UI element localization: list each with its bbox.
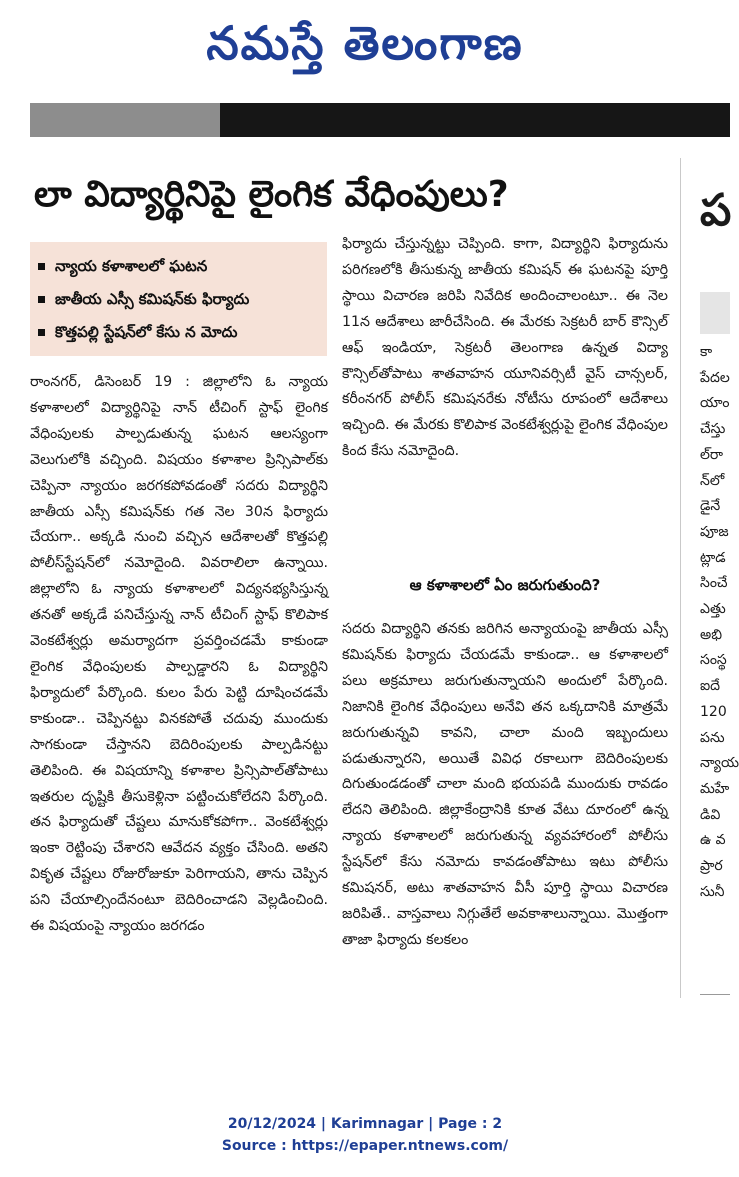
header-bar-grey: [30, 103, 220, 137]
highlight-item: [38, 283, 321, 316]
article-headline: లా విద్యార్థినిపై లైంగిక వేధింపులు?: [34, 174, 509, 215]
bullet-square-icon: [38, 296, 45, 303]
highlight-item: [38, 316, 321, 349]
highlights-box: [30, 242, 327, 356]
bullet-square-icon: [38, 329, 45, 336]
column-divider: [680, 158, 681, 998]
footer-source: Source : https://epaper.ntnews.com/: [221, 1138, 509, 1154]
article-column-1: [30, 370, 328, 1110]
neighbor-article-headline: ప: [700, 185, 732, 236]
neighbor-article-text: కా పేదల యాం చేస్తు ల్‌రా న్‌లో డైనే పూజ ట్లాడ సించే ఎత్తు అభి సంస్థ ఐదే 120 పను న్యాయ మహే డివి ఉ వ ప్రార సునీ: [700, 344, 739, 900]
highlight-text: కొత్తపల్లి స్టేషన్‌లో కేసు న మోదు: [55, 323, 238, 341]
newspaper-masthead: నమస్తే తెలంగాణ: [206, 16, 524, 70]
highlight-text: జాతీయ ఎస్సీ కమిషన్‌కు ఫిర్యాదు: [55, 290, 250, 308]
header-bar-black: [220, 103, 730, 137]
page-footer: [0, 1113, 730, 1157]
article-paragraph: సదరు విద్యార్థిని తనకు జరిగిన అన్యాయంపై జాతీయ ఎస్సీ కమిషన్‌కు ఫిర్యాదు చేయడమే కాకుండా.. ఆ కళాశాలలో పలు అక్రమాలు జరుగుతున్నాయని అందులో పేర్కొంది. నిజానికి లైంగిక వేధింపులు అనేవి తన ఒక్కదానికి మాత్రమే జరుగుతున్నవి కావని, చాలా మంది ఇబ్బందులు పడుతున్నారని, అయితే వివిధ రకాలుగా బెదిరింపులకు దిగుతుండడంతో చాలా మంది భయపడి ముందుకు రావడం లేదని తెలిపింది. జిల్లాకేంద్రానికి కూత వేటు దూరంలో ఉన్న న్యాయ కళాశాలలో జరుగుతున్న వ్యవహారంలో పోలీసు స్టేషన్‌లో కేసు నమోదు కావడంతోపాటు ఇటు పోలీసు కమిషనర్, అటు శాతవాహన వీసీ పూర్తి స్థాయి విచారణ జరిపితే.. వాస్తవాలు నిగ్గుతేలే అవకాశాలున్నాయి. మొత్తంగా తాజా ఫిర్యాదు కలకలం: [342, 621, 668, 948]
bullet-square-icon: [38, 263, 45, 270]
highlight-text: న్యాయ కళాశాలలో ఘటన: [55, 257, 208, 275]
article-subheading: ఆ కళాశాలలో ఏం జరుగుతుంది?: [409, 576, 601, 594]
article-paragraph: రాంనగర్, డిసెంబర్ 19 : జిల్లాలోని ఓ న్యాయ కళాశాలలో విద్యార్థినిపై నాన్ టీచింగ్ స్టాఫ్ లైంగిక వేధింపులకు పాల్పడుతున్న ఘటన ఆలస్యంగా వెలుగులోకి వచ్చింది. విషయం కళాశాల ప్రిన్సిపాల్‌కు చెప్పినా న్యాయం జరగకపోవడంతో సదరు విద్యార్థిని జాతీయ ఎస్సీ కమిషన్‌కు గత నెల 30న ఫిర్యాదు చేయగా.. అక్కడి నుంచి వచ్చిన ఆదేశాలతో కొత్తపల్లి పోలీస్‌స్టేషన్‌లో నమోదైంది. వివరాలిలా ఉన్నాయి. జిల్లాలోని ఓ న్యాయ కళాశాలలో విద్యనభ్యసిస్తున్న తనతో అక్కడే పనిచేస్తున్న నాన్ టీచింగ్ స్టాఫ్ కొలిపాక వెంకటేశ్వర్లు అమర్యాదగా ప్రవర్తించడమే కాకుండా లైంగిక వేధింపులకు పాల్పడ్డారని ఓ విద్యార్థిని ఫిర్యాదులో పేర్కొంది. కులం పేరు పెట్టి దూషించడమే కాకుండా.. చెప్పినట్టు వినకపోతే చదువు ముందుకు సాగకుండా చేస్తానని బెదిరింపులకు పాల్పడినట్టు తెలిపింది. ఈ విషయాన్ని కళాశాల ప్రిన్సిపాల్‌తోపాటు ఇతరుల దృష్టికి తీసుకెళ్లినా పట్టించుకోలేదని పేర్కొంది. తన ఫిర్యాదుతో చేష్టలు మానుకోకపోగా.. వెంకటేశ్వర్లు ఇంకా రెట్టింపు చేశారని ఆవేదన వ్యక్తం చేసింది. అతని వికృత చేష్టలు రోజురోజుకూ పెరిగాయని, తాను చెప్పిన పని చేయాల్సిందేనంటూ బెదిరించాడని వెల్లడించింది. ఈ విషయంపై న్యాయం జరగడం: [30, 374, 328, 935]
article-column-2-bottom: [342, 617, 668, 1097]
neighbor-article-box: [700, 292, 730, 334]
article-paragraph: ఫిర్యాదు చేస్తున్నట్టు చెప్పింది. కాగా, విద్యార్థిని ఫిర్యాదును పరిగణలోకి తీసుకున్న జాతీయ కమిషన్ ఈ ఘటనపై పూర్తి స్థాయి విచారణ జరిపి నివేదిక అందించాలంటూ.. ఈ నెల 11న ఆదేశాలు జారీచేసింది. ఈ మేరకు సెక్రటరీ బార్ కౌన్సిల్ ఆఫ్ ఇండియా, సెక్రటరీ తెలంగాణ ఉన్నత విద్యా కౌన్సిల్‌తోపాటు శాతవాహన యూనివర్సిటీ వైస్ చాన్సలర్, కరీంనగర్ పోలీస్ కమిషనరేకు నోటీసు రూపంలో ఆదేశాలు ఇచ్చింది. ఈ మేరకు కొలిపాక వెంకటేశ్వర్లుపై లైంగిక వేధింపుల కింద కేసు నమోదైంది.: [342, 236, 668, 460]
footer-date-edition: 20/12/2024 | Karimnagar | Page : 2: [227, 1116, 503, 1132]
highlight-item: [38, 250, 321, 283]
article-column-2-top: [342, 232, 668, 568]
neighbor-article-rule: [700, 994, 730, 995]
